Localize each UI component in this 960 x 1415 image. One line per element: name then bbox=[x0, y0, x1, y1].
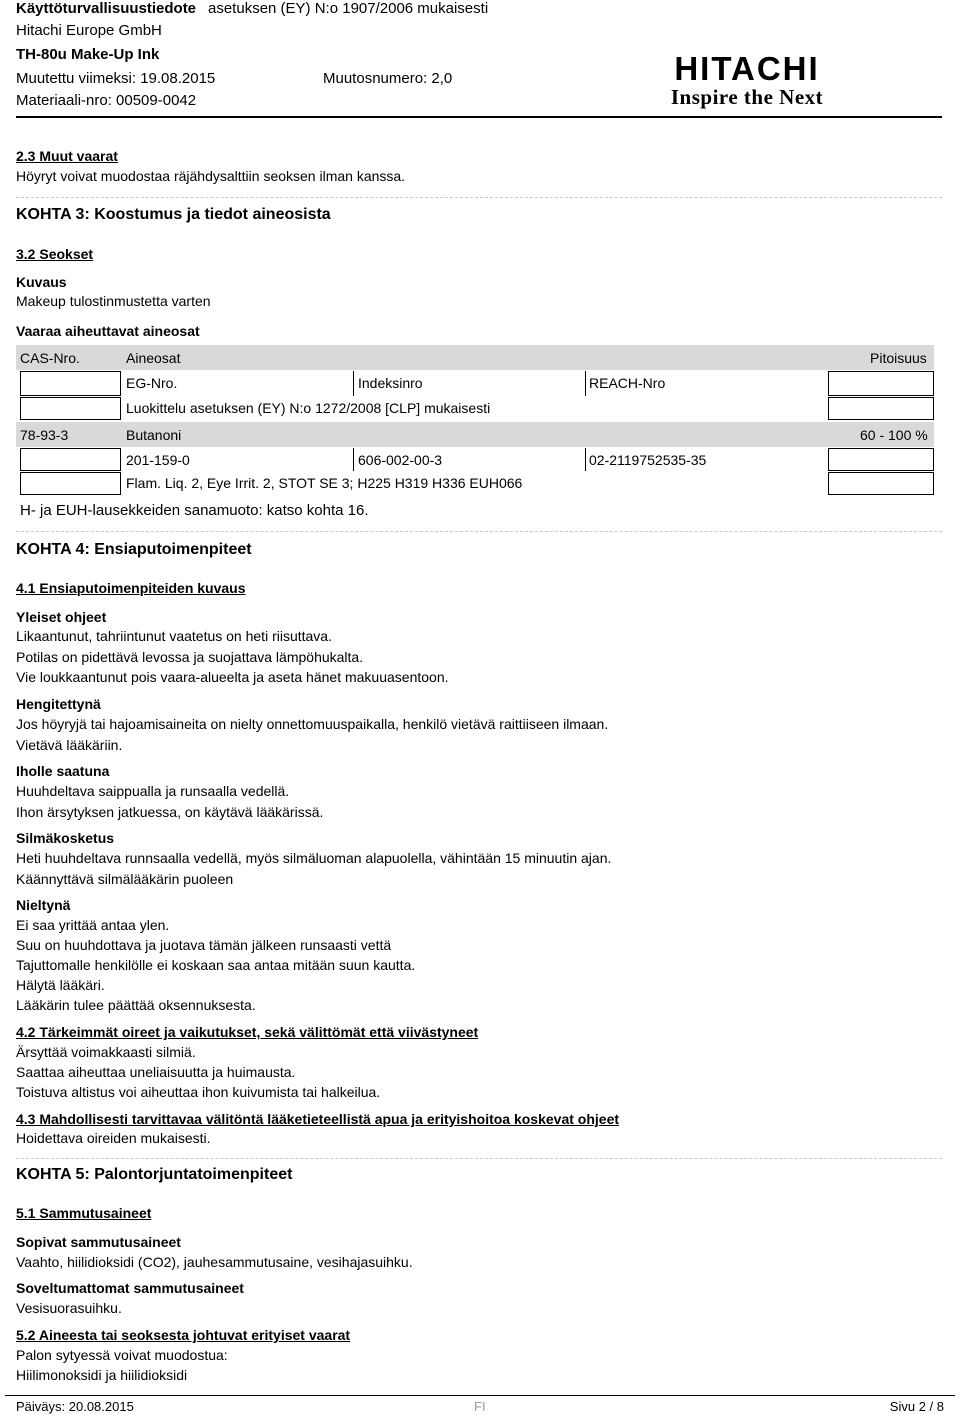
section-divider bbox=[16, 1158, 942, 1159]
cell-empty-left bbox=[20, 448, 121, 471]
hitachi-logo bbox=[646, 52, 848, 108]
th-classification: Luokittelu asetuksen (EY) N:o 1272/2008 [CLP] mukaisesti bbox=[126, 400, 491, 416]
suitable-text: Vaahto, hiilidioksidi (CO2), jauhesammutusaine, vesihajasuihku. bbox=[16, 1254, 413, 1270]
eye-line: Heti huuhdeltava runnsaalla vedellä, myös silmäluoman alapuolella, vähintään 15 minuutin ajan. bbox=[16, 850, 612, 866]
th-reach: REACH-Nro bbox=[589, 375, 666, 391]
footer-date: Päiväys: 20.08.2015 bbox=[16, 1399, 134, 1414]
material-number: Materiaali-nro: 00509-0042 bbox=[16, 92, 197, 109]
ingestion-line: Hälytä lääkäri. bbox=[16, 977, 105, 993]
cell-content: 60 - 100 % bbox=[860, 427, 928, 443]
th-content: Pitoisuus bbox=[870, 350, 927, 366]
symptom-line: Saattaa aiheuttaa uneliaisuutta ja huimausta. bbox=[16, 1064, 296, 1080]
regulation-text: asetuksen (EY) N:o 1907/2006 mukaisesti bbox=[208, 0, 489, 17]
column-separator bbox=[353, 448, 354, 471]
inhalation-line: Jos höyryjä tai hajoamisaineita on nielty onnettomuuspaikalla, henkilö vietävä raittiiseen ilmaan. bbox=[16, 716, 609, 732]
general-line: Potilas on pidettävä levossa ja suojattava lämpöhukalta. bbox=[16, 649, 364, 665]
th-ec: EG-Nro. bbox=[126, 375, 178, 391]
section-3-2-title: 3.2 Seokset bbox=[16, 246, 94, 262]
ingestion-line: Lääkärin tulee päättää oksennuksesta. bbox=[16, 997, 256, 1013]
th-empty-right bbox=[828, 397, 934, 420]
th-empty-left bbox=[20, 371, 121, 396]
footer-language: FI bbox=[474, 1399, 486, 1414]
ingestion-line: Suu on huuhdottava ja juotava tämän jälkeen runsaasti vettä bbox=[16, 937, 392, 953]
unsuitable-text: Vesisuorasuihku. bbox=[16, 1300, 122, 1316]
description-text: Makeup tulostinmustetta varten bbox=[16, 293, 211, 309]
th-empty-left bbox=[20, 397, 121, 420]
section-4-title: KOHTA 4: Ensiaputoimenpiteet bbox=[16, 541, 252, 558]
cell-ec: 201-159-0 bbox=[126, 452, 190, 468]
hazard-title: Vaaraa aiheuttavat aineosat bbox=[16, 323, 200, 339]
th-ingredients: Aineosat bbox=[126, 350, 181, 366]
inhalation-label: Hengitettynä bbox=[16, 696, 101, 712]
th-empty-right bbox=[828, 371, 934, 396]
revision-number: Muutosnumero: 2,0 bbox=[323, 70, 453, 87]
cell-reach: 02-2119752535-35 bbox=[589, 452, 707, 468]
ingestion-line: Tajuttomalle henkilölle ei koskaan saa antaa mitään suun kautta. bbox=[16, 957, 416, 973]
section-2-3-title: 2.3 Muut vaarat bbox=[16, 148, 118, 164]
header-rule bbox=[16, 116, 942, 118]
column-separator bbox=[353, 371, 354, 396]
section-4-2-title: 4.2 Tärkeimmät oireet ja vaikutukset, sekä välittömät että viivästyneet bbox=[16, 1024, 479, 1040]
section-5-1-title: 5.1 Sammutusaineet bbox=[16, 1205, 152, 1221]
general-line: Likaantunut, tahriintunut vaatetus on heti riisuttava. bbox=[16, 628, 332, 644]
logo-tagline: Inspire the Next bbox=[670, 85, 824, 109]
section-divider bbox=[16, 197, 942, 198]
general-label: Yleiset ohjeet bbox=[16, 609, 107, 625]
skin-line: Ihon ärsytyksen jatkuessa, on käytävä lääkärissä. bbox=[16, 804, 324, 820]
cell-index: 606-002-00-3 bbox=[358, 452, 443, 468]
section-4-1-title: 4.1 Ensiaputoimenpiteiden kuvaus bbox=[16, 580, 246, 596]
cell-cas: 78-93-3 bbox=[20, 427, 69, 443]
general-line: Vie loukkaantunut pois vaara-alueelta ja aseta hänet makuuasentoon. bbox=[16, 669, 449, 685]
h-statements-note: H- ja EUH-lausekkeiden sanamuoto: katso kohta 16. bbox=[20, 502, 369, 519]
section-divider bbox=[16, 531, 942, 532]
th-index: Indeksinro bbox=[358, 375, 423, 391]
eye-line: Käännyttävä silmälääkärin puoleen bbox=[16, 871, 234, 887]
inhalation-line: Vietävä lääkäriin. bbox=[16, 737, 123, 753]
cell-empty-right bbox=[828, 472, 934, 495]
revised-date: Muutettu viimeksi: 19.08.2015 bbox=[16, 70, 216, 87]
skin-line: Huuhdeltava saippualla ja runsaalla vedellä. bbox=[16, 783, 290, 799]
ingestion-label: Nieltynä bbox=[16, 897, 71, 913]
document-title: Käyttöturvallisuustiedote bbox=[16, 0, 197, 17]
cell-empty-right bbox=[828, 448, 934, 471]
th-cas: CAS-Nro. bbox=[20, 350, 80, 366]
company-name: Hitachi Europe GmbH bbox=[16, 22, 162, 39]
ingestion-line: Ei saa yrittää antaa ylen. bbox=[16, 917, 170, 933]
section-5-title: KOHTA 5: Palontorjuntatoimenpiteet bbox=[16, 1166, 293, 1183]
column-separator bbox=[585, 371, 586, 396]
cell-name: Butanoni bbox=[126, 427, 182, 443]
product-name: TH-80u Make-Up Ink bbox=[16, 46, 160, 63]
logo-word: HITACHI bbox=[674, 50, 820, 87]
skin-label: Iholle saatuna bbox=[16, 763, 110, 779]
footer-rule bbox=[5, 1395, 955, 1396]
unsuitable-label: Soveltumattomat sammutusaineet bbox=[16, 1280, 244, 1296]
treatment-text: Hoidettava oireiden mukaisesti. bbox=[16, 1130, 211, 1146]
cell-empty-left bbox=[20, 472, 121, 495]
hazard-line: Palon sytyessä voivat muodostua: bbox=[16, 1347, 228, 1363]
column-separator bbox=[585, 448, 586, 471]
section-4-3-title: 4.3 Mahdollisesti tarvittavaa välitöntä lääketieteellistä apua ja erityishoitoa koskevat ohjeet bbox=[16, 1111, 620, 1127]
symptom-line: Toistuva altistus voi aiheuttaa ihon kuivumista tai halkeilua. bbox=[16, 1084, 381, 1100]
footer-page: Sivu 2 / 8 bbox=[889, 1399, 944, 1414]
section-2-3-text: Höyryt voivat muodostaa räjähdysalttiin seoksen ilman kanssa. bbox=[16, 168, 406, 184]
cell-classification: Flam. Liq. 2, Eye Irrit. 2, STOT SE 3; H225 H319 H336 EUH066 bbox=[126, 475, 523, 491]
section-5-2-title: 5.2 Aineesta tai seoksesta johtuvat erityiset vaarat bbox=[16, 1327, 351, 1343]
description-label: Kuvaus bbox=[16, 274, 67, 290]
hazard-line: Hiilimonoksidi ja hiilidioksidi bbox=[16, 1367, 188, 1383]
section-3-title: KOHTA 3: Koostumus ja tiedot aineosista bbox=[16, 206, 331, 223]
eye-label: Silmäkosketus bbox=[16, 830, 115, 846]
symptom-line: Ärsyttää voimakkaasti silmiä. bbox=[16, 1044, 196, 1060]
suitable-label: Sopivat sammutusaineet bbox=[16, 1234, 181, 1250]
